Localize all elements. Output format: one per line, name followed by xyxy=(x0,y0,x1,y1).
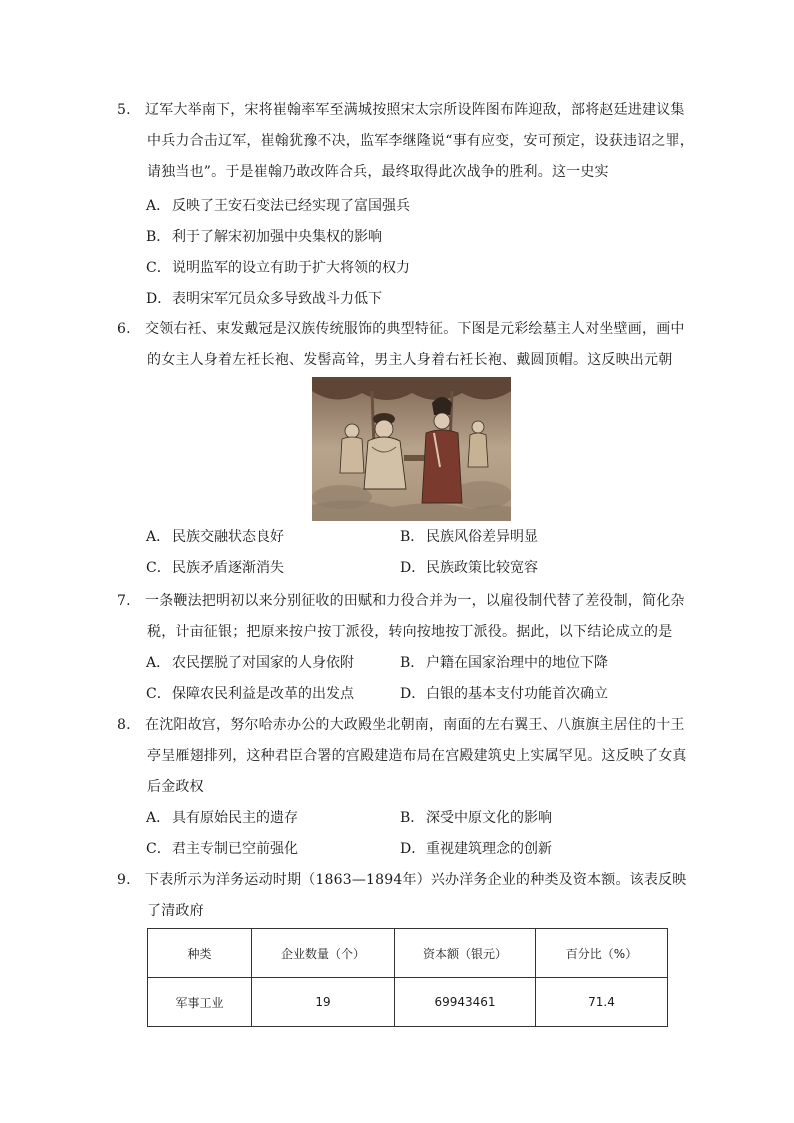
question-9 xyxy=(117,865,687,927)
question-text-line: 税，计亩征银；把原来按户按丁派役，转向按地按丁派役。据此，以下结论成立的是 xyxy=(147,624,673,640)
table-cell: 19 xyxy=(252,978,395,1027)
question-text-line: 亭呈雁翅排列，这种君臣合署的宫殿建造布局在宫殿建筑史上实属罕见。这反映了女真 xyxy=(147,748,687,764)
mural-painting-icon xyxy=(312,377,511,521)
question-text-line: 辽军大举南下，宋将崔翰率军至满城按照宋太宗所设阵图布阵迎敌，部将赵廷进建议集 xyxy=(145,102,685,118)
question-text-line: 的女主人身着左衽长袍、发髻高耸，男主人身着右衽长袍、戴圆顶帽。这反映出元朝 xyxy=(147,352,673,368)
option-a[interactable]: A． 农民摆脱了对国家的人身依附 xyxy=(146,655,354,671)
option-c[interactable]: C．君主专制已空前强化 xyxy=(146,841,298,857)
question-text-line: 后金政权 xyxy=(147,779,204,795)
table-cell: 69943461 xyxy=(395,978,536,1027)
table-header-cell: 企业数量（个） xyxy=(252,929,395,978)
table-header-row xyxy=(148,929,668,978)
option-d[interactable]: D．重视建筑理念的创新 xyxy=(400,841,552,857)
option-d[interactable]: D．民族政策比较宽容 xyxy=(400,560,538,576)
question-text-line: 一条鞭法把明初以来分别征收的田赋和力役合并为一，以雇役制代替了差役制，简化杂 xyxy=(145,593,685,609)
question-text-line: 在沈阳故宫，努尔哈赤办公的大政殿坐北朝南，南面的左右翼王、八旗旗主居住的十王 xyxy=(145,717,685,733)
question-text-line: 中兵力合击辽军，崔翰犹豫不决，监军李继隆说“事有应变，安可预定，设获违诏之罪， xyxy=(147,133,694,149)
option-b[interactable]: B． 户籍在国家治理中的地位下降 xyxy=(400,655,608,671)
option-d[interactable]: D．表明宋军冗员众多导致战斗力低下 xyxy=(146,291,382,307)
question-number: 9. xyxy=(117,872,131,888)
table-header-cell: 种类 xyxy=(148,929,252,978)
option-c[interactable]: C．民族矛盾逐渐消失 xyxy=(146,560,284,576)
option-b[interactable]: B． 利于了解宋初加强中央集权的影响 xyxy=(146,229,382,245)
option-b[interactable]: B． 深受中原文化的影响 xyxy=(400,810,552,826)
option-a[interactable]: A． 反映了王安石变法已经实现了富国强兵 xyxy=(146,198,410,214)
question-number: 6. xyxy=(117,321,131,337)
question-5 xyxy=(117,95,694,188)
table-header-cell: 资本额（银元） xyxy=(395,929,536,978)
question-number: 8. xyxy=(117,717,131,733)
question-text-line: 请独当也”。于是崔翰乃敢改阵合兵，最终取得此次战争的胜利。这一史实 xyxy=(147,164,609,180)
option-c[interactable]: C．说明监军的设立有助于扩大将领的权力 xyxy=(146,260,410,276)
question-text-line: 了清政府 xyxy=(147,903,204,919)
option-d[interactable]: D．白银的基本支付功能首次确立 xyxy=(400,686,608,702)
table-cell: 71.4 xyxy=(536,978,668,1027)
option-a[interactable]: A． 具有原始民主的遗存 xyxy=(146,810,298,826)
table-cell: 军事工业 xyxy=(148,978,252,1027)
question-number: 5. xyxy=(117,102,131,118)
option-a[interactable]: A． 民族交融状态良好 xyxy=(146,529,284,545)
tomb-mural-image xyxy=(312,377,511,521)
question-number: 7. xyxy=(117,593,131,609)
enterprise-capital-table xyxy=(147,928,668,1027)
question-text-line: 下表所示为洋务运动时期（1863—1894年）兴办洋务企业的种类及资本额。该表反映 xyxy=(145,872,687,888)
table-row xyxy=(148,978,668,1027)
option-c[interactable]: C．保障农民利益是改革的出发点 xyxy=(146,686,354,702)
question-7 xyxy=(117,586,685,648)
question-6 xyxy=(117,314,685,376)
option-b[interactable]: B． 民族风俗差异明显 xyxy=(400,529,538,545)
question-8 xyxy=(117,710,687,803)
table-header-cell: 百分比（%） xyxy=(536,929,668,978)
question-text-line: 交领右衽、束发戴冠是汉族传统服饰的典型特征。下图是元彩绘墓主人对坐壁画，画中 xyxy=(145,321,685,337)
